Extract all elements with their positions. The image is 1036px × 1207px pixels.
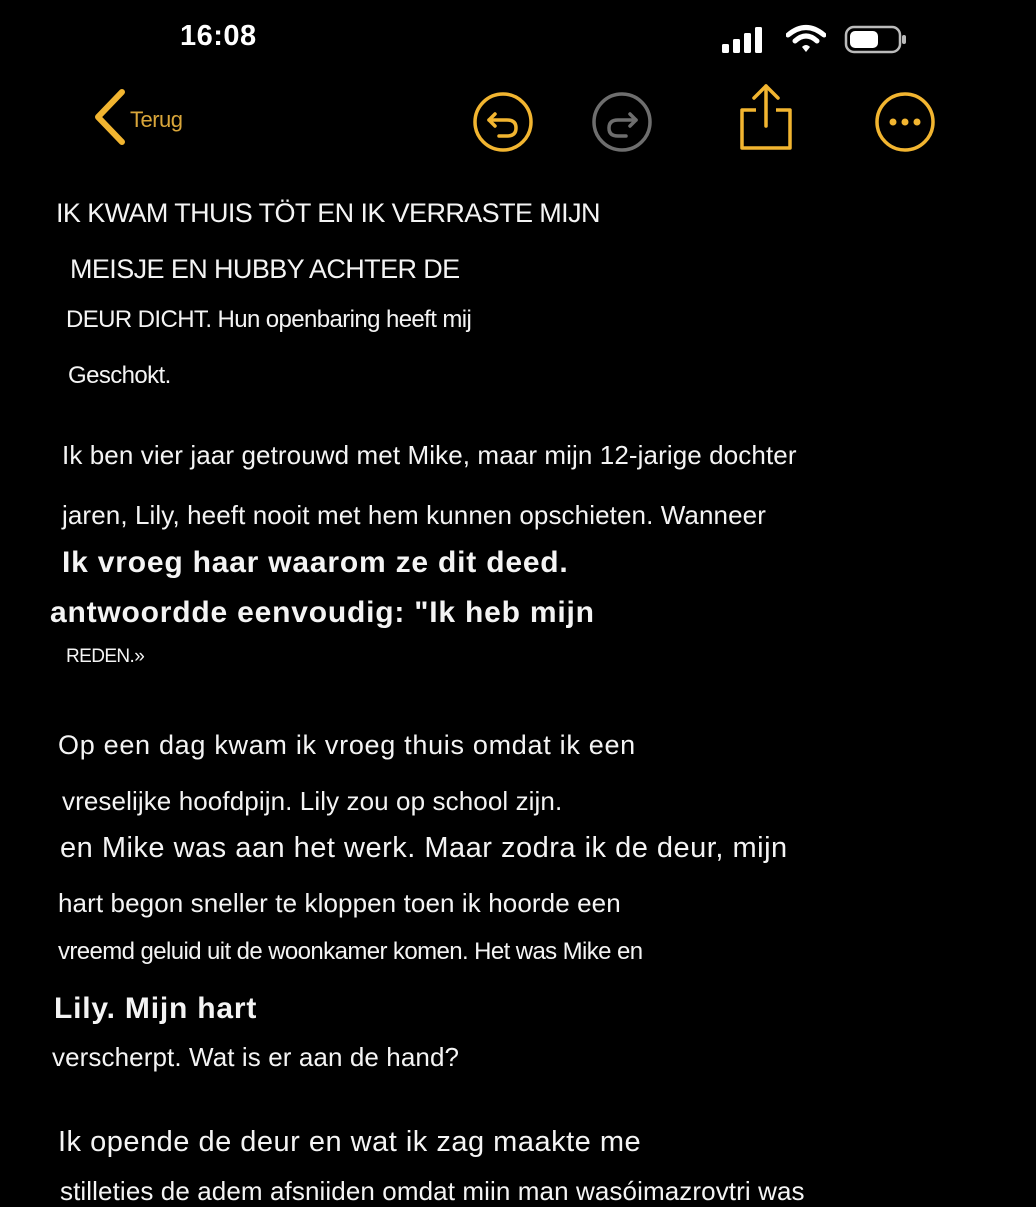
- note-line: en Mike was aan het werk. Maar zodra ik de deur, mijn: [60, 832, 788, 864]
- note-line: vreselijke hoofdpijn. Lily zou op school zijn.: [62, 786, 563, 816]
- note-line: Op een dag kwam ik vroeg thuis omdat ik een: [58, 730, 636, 760]
- note-line: vreemd geluid uit de woonkamer komen. Het was Mike en: [58, 938, 643, 965]
- note-line: jaren, Lily, heeft nooit met hem kunnen opschieten. Wanneer: [62, 500, 766, 530]
- note-line: Ik opende de deur en wat ik zag maakte me: [58, 1126, 642, 1158]
- note-line: MEISJE EN HUBBY ACHTER DE: [70, 254, 460, 284]
- note-line: Geschokt.: [68, 362, 171, 389]
- note-line: antwoordde eenvoudig: "Ik heb mijn: [50, 596, 595, 629]
- note-line: hart begon sneller te kloppen toen ik hoorde een: [58, 888, 621, 918]
- note-line: Ik vroeg haar waarom ze dit deed.: [62, 546, 569, 579]
- note-line: Lily. Mijn hart: [54, 992, 258, 1025]
- note-line: REDEN.»: [66, 646, 145, 667]
- note-line: IK KWAM THUIS TÖT EN IK VERRASTE MIJN: [56, 198, 600, 228]
- note-line: Ik ben vier jaar getrouwd met Mike, maar mijn 12-jarige dochter: [62, 440, 797, 470]
- note-line: verscherpt. Wat is er aan de hand?: [52, 1042, 460, 1072]
- back-label: Terug: [130, 106, 183, 132]
- note-line: DEUR DICHT. Hun openbaring heeft mij: [66, 306, 472, 333]
- note-line: stilleties de adem afsniiden omdat miin man wasóimazrovtri was: [60, 1176, 805, 1206]
- status-time: 16:08: [180, 20, 257, 52]
